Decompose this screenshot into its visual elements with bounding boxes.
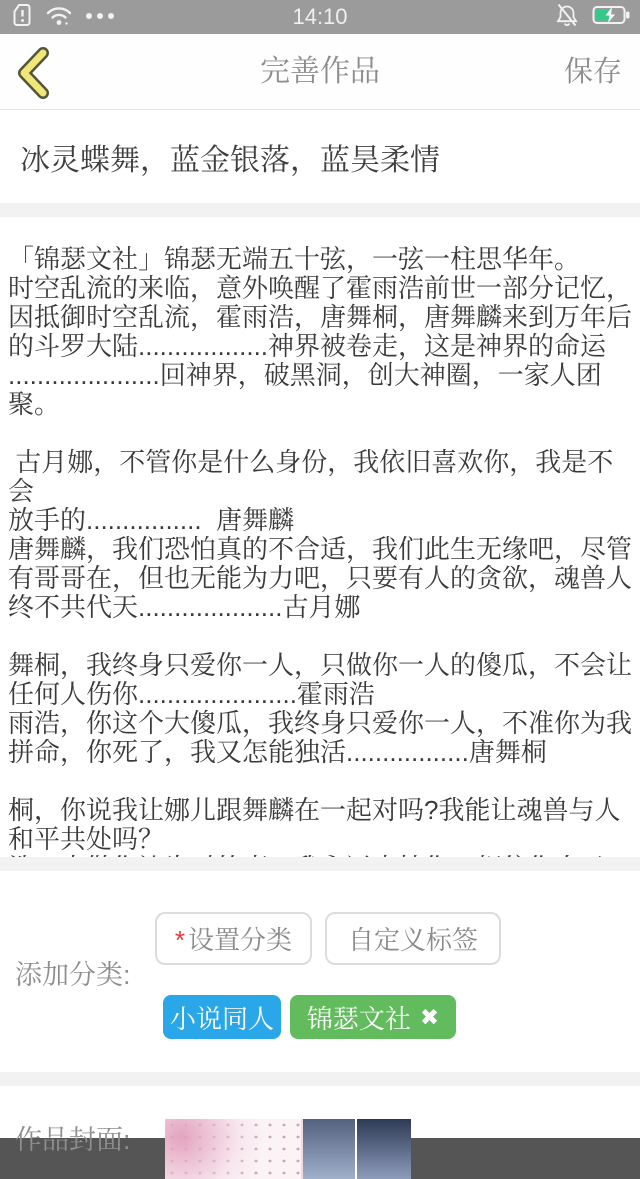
cover-thumbnail[interactable]	[165, 1119, 413, 1179]
set-category-button[interactable]	[155, 912, 312, 965]
bell-muted-icon	[554, 2, 580, 33]
custom-tag-button[interactable]	[325, 912, 501, 965]
separator	[0, 203, 640, 217]
cover-thumbnail-panel	[301, 1119, 355, 1179]
tag-novel-fanfic[interactable]	[163, 995, 281, 1039]
custom-tag-button-label: 自定义标签	[347, 925, 478, 955]
status-bar-right	[554, 0, 630, 34]
set-category-button-label: 设置分类	[188, 925, 293, 955]
header	[0, 34, 640, 110]
cover-thumbnail-panel	[355, 1119, 411, 1179]
work-description-input[interactable]	[0, 217, 640, 857]
tag-jinse-club[interactable]	[290, 995, 456, 1039]
status-bar-time: 14:10	[292, 4, 348, 29]
cover-label: 作品封面:	[15, 1125, 131, 1155]
separator	[0, 1072, 640, 1086]
page-title: 完善作品	[260, 55, 380, 88]
tag-label: 小说同人	[169, 1003, 274, 1034]
category-section	[0, 871, 640, 1072]
save-button[interactable]: 保存	[564, 34, 622, 110]
required-asterisk: *	[174, 925, 186, 955]
status-bar	[0, 0, 640, 34]
cover-section	[0, 1086, 640, 1155]
battery-charging-icon	[592, 4, 630, 31]
tag-label: 锦瑟文社	[306, 1003, 411, 1034]
separator	[0, 857, 640, 871]
add-category-label: 添加分类:	[15, 960, 131, 990]
work-title-input[interactable]	[0, 111, 640, 203]
remove-tag-icon[interactable]: ✖	[419, 1003, 440, 1030]
cover-thumbnail-floral-part	[165, 1119, 301, 1179]
